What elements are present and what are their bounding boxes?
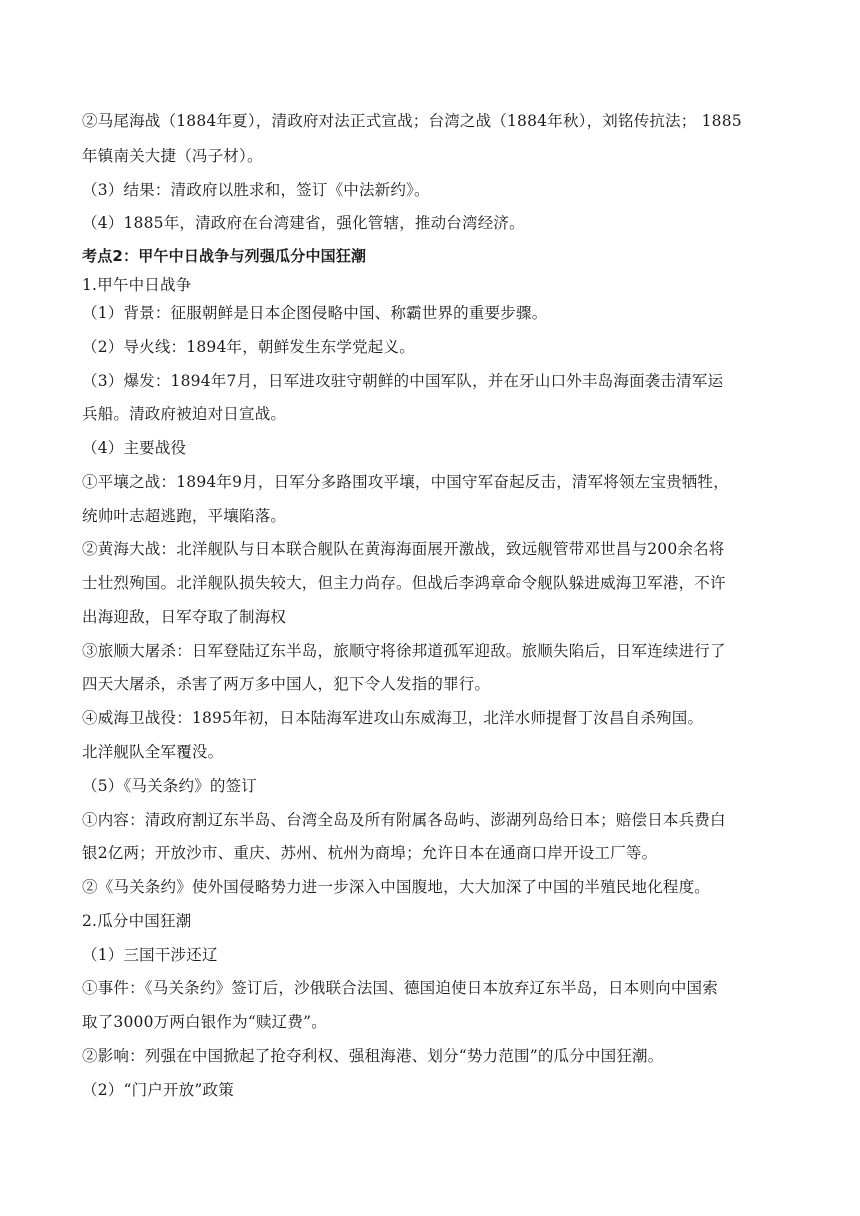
section-heading: 考点2：甲午中日战争与列强瓜分中国狂潮 xyxy=(82,247,367,265)
text-line: 出海迎敌，日军夺取了制海权 xyxy=(82,608,287,626)
text-line: 银2亿两；开放沙市、重庆、苏州、杭州为商埠；允许日本在通商口岸开设工厂等。 xyxy=(82,844,658,862)
subsection-heading: 1.甲午中日战争 xyxy=(82,276,192,294)
text-line: 统帅叶志超逃跑，平壤陷落。 xyxy=(82,507,287,525)
text-line: （2）导火线：1894年，朝鲜发生东学党起义。 xyxy=(82,338,415,356)
text-line: （1）三国干涉还辽 xyxy=(82,946,218,964)
text-line: ③旅顺大屠杀：日军登陆辽东半岛，旅顺守将徐邦道孤军迎敌。旅顺失陷后，日军连续进行了 xyxy=(82,642,726,660)
text-line: （5）《马关条约》的签订 xyxy=(82,777,258,795)
text-line: ②黄海大战：北洋舰队与日本联合舰队在黄海海面展开激战，致远舰管带邓世昌与200余名将 xyxy=(82,540,725,558)
text-line: （3）爆发：1894年7月，日军进攻驻守朝鲜的中国军队，并在牙山口外丰岛海面袭击清军运 xyxy=(82,372,724,390)
text-line: 年镇南关大捷（冯子材）。 xyxy=(82,147,263,165)
text-line: 四天大屠杀，杀害了两万多中国人，犯下令人发指的罪行。 xyxy=(82,675,491,693)
text-line: 取了3000万两白银作为“赎辽费”。 xyxy=(82,1013,327,1031)
text-line: ②影响：列强在中国掀起了抢夺利权、强租海港、划分“势力范围”的瓜分中国狂潮。 xyxy=(82,1047,664,1065)
text-line: （4）主要战役 xyxy=(82,439,187,457)
text-line: ②马尾海战（1884年夏），清政府对法正式宣战；台湾之战（1884年秋），刘铭传抗法； 1885 xyxy=(82,112,742,130)
text-line: ②《马关条约》使外国侵略势力进一步深入中国腹地，大大加深了中国的半殖民地化程度。 xyxy=(82,878,711,896)
text-line: ④威海卫战役：1895年初，日本陆海军进攻山东威海卫，北洋水师提督丁汝昌自杀殉国。 xyxy=(82,709,704,727)
text-line: （3）结果：清政府以胜求和，签订《中法新约》。 xyxy=(82,181,430,199)
text-line: ①内容：清政府割辽东半岛、台湾全岛及所有附属各岛屿、澎湖列岛给日本；赔偿日本兵费白 xyxy=(82,811,726,829)
text-line: （2）“门户开放”政策 xyxy=(82,1081,234,1099)
text-line: （1）背景：征服朝鲜是日本企图侵略中国、称霸世界的重要步骤。 xyxy=(82,304,548,322)
text-line: （4）1885年，清政府在台湾建省，强化管辖，推动台湾经济。 xyxy=(82,214,525,232)
text-line: 北洋舰队全军覆没。 xyxy=(82,743,224,761)
text-line: ①事件：《马关条约》签订后，沙俄联合法国、德国迫使日本放弃辽东半岛，日本则向中国索 xyxy=(82,979,718,997)
text-line: ①平壤之战：1894年9月，日军分多路围攻平壤，中国守军奋起反击，清军将领左宝贵牺牲， xyxy=(82,473,729,491)
text-line: 士壮烈殉国。北洋舰队损失较大，但主力尚存。但战后李鸿章命令舰队躲进威海卫军港，不许 xyxy=(82,574,726,592)
subsection-heading: 2.瓜分中国狂潮 xyxy=(82,912,192,930)
text-line: 兵船。清政府被迫对日宣战。 xyxy=(82,405,287,423)
